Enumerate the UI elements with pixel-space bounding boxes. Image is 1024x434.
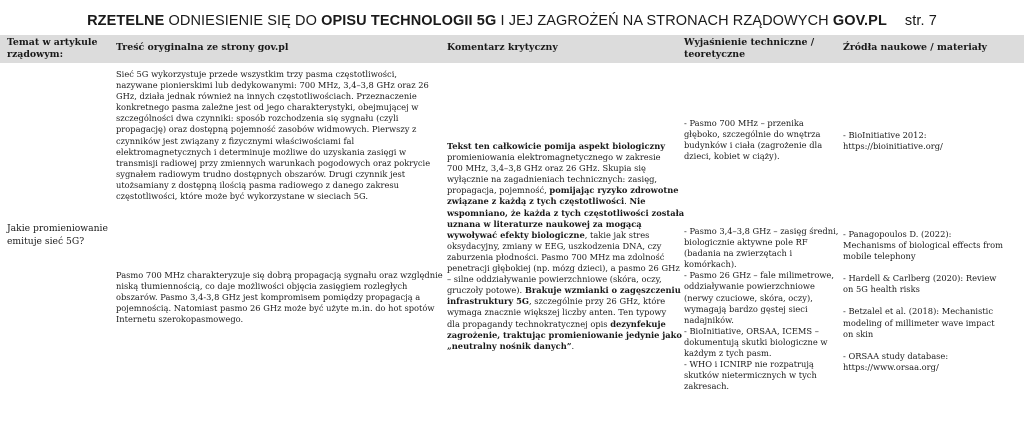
source-item: - Betzalel et al. (2018): Mechanistic modeling of millimeter wave impact on skin — [843, 306, 995, 339]
bioinitiative-link[interactable]: https://bioinitiative.org/ — [843, 141, 943, 152]
title-part: ODNIESIENIE SIĘ DO — [164, 13, 322, 29]
explanation-block-1: - Pasmo 700 MHz – przenika głęboko, szczególnie do wnętrza budynków i ciała (zagrożenie dla dzieci, kobiet w ciąży). — [684, 118, 823, 162]
sources-block-1: - BioInitiative 2012: https://bioinitiative.org/ — [843, 130, 943, 152]
source-item: - ORSAA study database: https://www.orsaa.org/ — [843, 351, 1003, 373]
title-part: OPISU TECHNOLOGII 5G — [321, 13, 497, 29]
title-part: I JEJ ZAGROŻEŃ NA STRONACH RZĄDOWYCH — [496, 13, 833, 29]
topic-cell: Jakie promieniowanie emituje sieć 5G? — [7, 223, 108, 247]
orsaa-link[interactable]: https://www.orsaa.org/ — [843, 361, 939, 372]
sources-block-2 — [843, 229, 1003, 384]
document-title — [0, 13, 1024, 29]
source-item: - Panagopoulos D. (2022): Mechanisms of biological effects from mobile telephony — [843, 229, 1004, 262]
source-item: - Hardell & Carlberg (2020): Review on 5G health risks — [843, 273, 997, 295]
explanation-block-2: - Pasmo 3,4–3,8 GHz – zasięg średni, biologicznie aktywne pole RF (badania na zwierzętach i komórkach). - Pasmo 26 GHz – fale milimetrowe, oddziaływanie powierzchniowe (nerwy czuciowe, skóra, oczy), wymagają bardzo gęstej sieci nadajników. - BioInitiative, ORSAA, ICEMS – dokumentują skutki biologiczne w każdym z tych pasm. - WHO i ICNIRP nie rozpatrują skutków nietermicznych w tych zakresach. — [684, 226, 839, 392]
title-part: GOV.PL — [832, 13, 887, 29]
critical-comment: Tekst ten całkowicie pomija aspekt biologiczny promieniowania elektromagnetycznego w zakresie 700 MHz, 3,4–3,8 GHz oraz 26 GHz. Skupia się wyłącznie na zagadnieniach technicznych: zasięg, propagacja, pojemność, pomijając ryzyko zdrowotne związane z każdą z tych częstotliwości. Nie wspomniano, że każda z tych częstotliwości została uznana w literaturze naukowej za mogącą wywoływać efekty biologiczne, takie jak stres oksydacyjny, zmiany w EEG, uszkodzenia DNA, czy zaburzenia płodności. Pasmo 700 MHz ma zdolność penetracji głębokiej (np. mózg dzieci), a pasmo 26 GHz – silne oddziaływanie powierzchniowe (skóra, oczy, gruczoły potowe). Brakuje wzmianki o zagęszczeniu infrastruktury 5G, szczególnie przy 26 GHz, które wymaga znacznie większej liczby anten. Ten typowy dla propagandy technokratycznej opis dezynfekuje zagrożenie, traktując promieniowanie jedynie jako „neutralny nośnik danych”. — [447, 141, 685, 351]
title-part: RZETELNE — [87, 13, 165, 29]
original-text-block-1: Sieć 5G wykorzystuje przede wszystkim trzy pasma częstotliwości, nazywane pionierskimi lub dedykowanymi: 700 MHz, 3,4–3,8 GHz oraz 26 GHz, działa jednak również na innych częstotliwościach. Przeznaczenie konkretnego pasma zależne jest od jego charakterystyki, obejmującej w szczególności dwa czynniki: sposób rozchodzenia się sygnału (czyli propagację) oraz dostępną pojemność zasobów widmowych. Pierwszy z czynników jest związany z fizycznymi właściwościami fal elektromagnetycznych i determinuje możliwe do uzyskania zasięgi w transmisji radiowej przy zmiennych warunkach pogodowych oraz pokrycie sygnałem radiowym trudno dostępnych obszarów. Drugi czynnik jest utożsamiany z dostępną ilością pasma radiowego z danego zakresu częstotliwości, które może być wykorzystane w sieciach 5G. — [116, 69, 431, 202]
column-header-original: Treść oryginalna ze strony gov.pl — [116, 42, 289, 53]
column-header-sources: Źródła naukowe / materiały — [843, 42, 987, 53]
original-text-block-2: Pasmo 700 MHz charakteryzuje się dobrą propagacją sygnału oraz względnie niską tłumiennością, co daje możliwości objęcia zasięgiem rozległych obszarów. Pasmo 3,4-3,8 GHz jest kompromisem pomiędzy propagacją a pojemnością. Natomiast pasmo 26 GHz może być użyte m.in. do hot spotów Internetu szerokopasmowego. — [116, 270, 443, 325]
column-header-topic: Temat w artykule rządowym: — [7, 37, 98, 60]
column-header-explanation: Wyjaśnienie techniczne / teoretyczne — [684, 37, 815, 60]
page-number: str. 7 — [904, 13, 937, 29]
column-header-comment: Komentarz krytyczny — [447, 42, 558, 53]
